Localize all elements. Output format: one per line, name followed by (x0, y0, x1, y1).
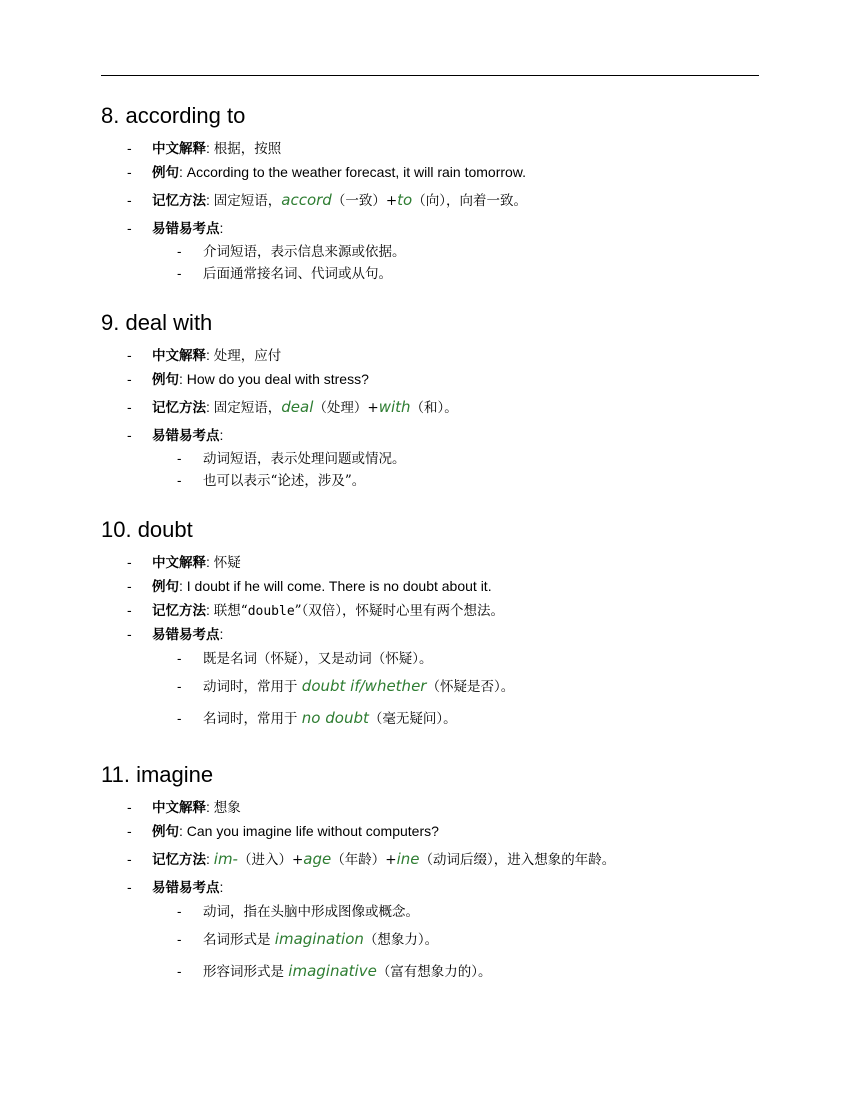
example-item (101, 820, 821, 844)
highlight-term: age (303, 850, 332, 868)
entry-details (101, 551, 821, 647)
example-label: 例句 (152, 165, 179, 181)
separator: : (219, 879, 224, 895)
pitfalls-item (101, 423, 821, 448)
memory-text: （进入）+ (237, 852, 304, 868)
highlight-term: accord (281, 191, 332, 209)
example-text: I doubt if he will come. There is no doubt about it. (186, 578, 492, 594)
separator: : (219, 626, 224, 642)
entry-deal-with (101, 306, 821, 492)
pitfall-point (101, 956, 821, 988)
entry-doubt (101, 513, 821, 735)
memory-text: （和）。 (410, 400, 458, 416)
pitfall-text: （想象力）。 (363, 932, 439, 948)
highlight-term: ine (396, 850, 420, 868)
example-label: 例句 (152, 372, 179, 388)
pitfalls-label: 易错易考点 (152, 627, 220, 643)
entry-title: 8. according to (101, 103, 246, 128)
definition-text: 处理，应付 (213, 348, 282, 364)
pitfall-point: - 也可以表示“论述，涉及”。 (101, 470, 821, 492)
pitfalls-label: 易错易考点 (152, 428, 220, 444)
memory-text: （向），向着一致。 (412, 193, 527, 209)
pitfall-point (101, 924, 821, 956)
highlight-term: imagination (274, 930, 364, 948)
example-label: 例句 (152, 824, 179, 840)
highlight-term: to (397, 191, 413, 209)
pitfalls-list (101, 241, 821, 285)
pitfall-text: 形容词形式是 (203, 964, 289, 980)
header-rule (101, 75, 759, 76)
pitfalls-list (101, 647, 821, 735)
pitfalls-label: 易错易考点 (152, 221, 220, 237)
highlight-term: im- (213, 850, 238, 868)
memory-item (101, 599, 821, 623)
memory-label: 记忆方法 (152, 400, 206, 416)
pitfall-text: （富有想象力的）。 (376, 964, 492, 980)
definition-item (101, 551, 821, 575)
separator: : (179, 164, 187, 180)
separator: : (206, 347, 214, 363)
separator: : (206, 399, 214, 415)
pitfall-text: 动词时，常用于 (203, 679, 302, 695)
definition-text: 怀疑 (213, 555, 241, 571)
memory-label: 记忆方法 (152, 193, 206, 209)
memory-label: 记忆方法 (152, 852, 206, 868)
memory-item (101, 392, 821, 423)
pitfall-point: - 动词短语，表示处理问题或情况。 (101, 448, 821, 470)
pitfall-point: - 介词短语，表示信息来源或依据。 (101, 241, 821, 263)
memory-text: 联想“ (213, 603, 248, 619)
entry-details (101, 796, 821, 900)
entry-details (101, 344, 821, 448)
separator: : (206, 554, 214, 570)
definition-item (101, 796, 821, 820)
definition-label: 中文解释 (152, 800, 206, 816)
separator: : (206, 851, 214, 867)
separator: : (219, 220, 224, 236)
memory-text: ”（双倍），怀疑时心里有两个想法。 (294, 603, 505, 619)
example-text: How do you deal with stress? (186, 371, 369, 387)
separator: : (179, 578, 187, 594)
memory-text: （年龄）+ (331, 852, 397, 868)
example-text: Can you imagine life without computers? (186, 823, 439, 839)
pitfall-text: 名词时，常用于 (203, 711, 302, 727)
memory-item (101, 844, 821, 875)
separator: : (219, 427, 224, 443)
pitfall-text: （毫无疑问）。 (368, 711, 457, 727)
entry-according-to (101, 99, 821, 285)
highlight-term: doubt if/whether (301, 677, 427, 695)
entry-title: 10. doubt (101, 517, 193, 542)
pitfall-point: - 后面通常接名词、代词或从句。 (101, 263, 821, 285)
definition-label: 中文解释 (152, 348, 206, 364)
example-label: 例句 (152, 579, 179, 595)
memory-text: （动词后缀），进入想象的年龄。 (419, 852, 616, 868)
memory-text: 固定短语， (213, 193, 282, 209)
pitfalls-list (101, 448, 821, 492)
separator: : (179, 371, 187, 387)
memory-label: 记忆方法 (152, 603, 206, 619)
mono-term: double (247, 604, 295, 619)
highlight-term: imaginative (288, 962, 377, 980)
example-item (101, 575, 821, 599)
pitfall-point (101, 703, 821, 735)
pitfalls-item (101, 875, 821, 900)
definition-item (101, 344, 821, 368)
separator: : (206, 799, 214, 815)
definition-text: 根据，按照 (213, 141, 282, 157)
memory-text: （一致）+ (331, 193, 398, 209)
definition-label: 中文解释 (152, 555, 206, 571)
separator: : (206, 140, 214, 156)
pitfall-point: - 既是名词（怀疑），又是动词（怀疑）。 (101, 647, 821, 671)
separator: : (206, 602, 214, 618)
example-item (101, 368, 821, 392)
definition-text: 想象 (213, 800, 241, 816)
definition-label: 中文解释 (152, 141, 206, 157)
pitfalls-item (101, 216, 821, 241)
example-text: According to the weather forecast, it will rain tomorrow. (186, 164, 527, 180)
pitfall-point (101, 671, 821, 703)
entry-title: 11. imagine (101, 762, 214, 787)
highlight-term: no doubt (301, 709, 369, 727)
pitfalls-list (101, 900, 821, 988)
separator: : (179, 823, 187, 839)
pitfall-text: 名词形式是 (203, 932, 275, 948)
pitfalls-label: 易错易考点 (152, 880, 220, 896)
pitfalls-item (101, 623, 821, 647)
highlight-term: deal (281, 398, 314, 416)
entry-title: 9. deal with (101, 310, 213, 335)
example-item (101, 161, 821, 185)
memory-text: 固定短语， (213, 400, 282, 416)
memory-text: （处理）+ (313, 400, 379, 416)
definition-item (101, 137, 821, 161)
highlight-term: with (378, 398, 411, 416)
separator: : (206, 192, 214, 208)
pitfall-point: - 动词，指在头脑中形成图像或概念。 (101, 900, 821, 924)
entry-imagine (101, 758, 821, 988)
memory-item (101, 185, 821, 216)
entry-details (101, 137, 821, 241)
pitfall-text: （怀疑是否）。 (426, 679, 515, 695)
vocabulary-content (101, 96, 821, 988)
